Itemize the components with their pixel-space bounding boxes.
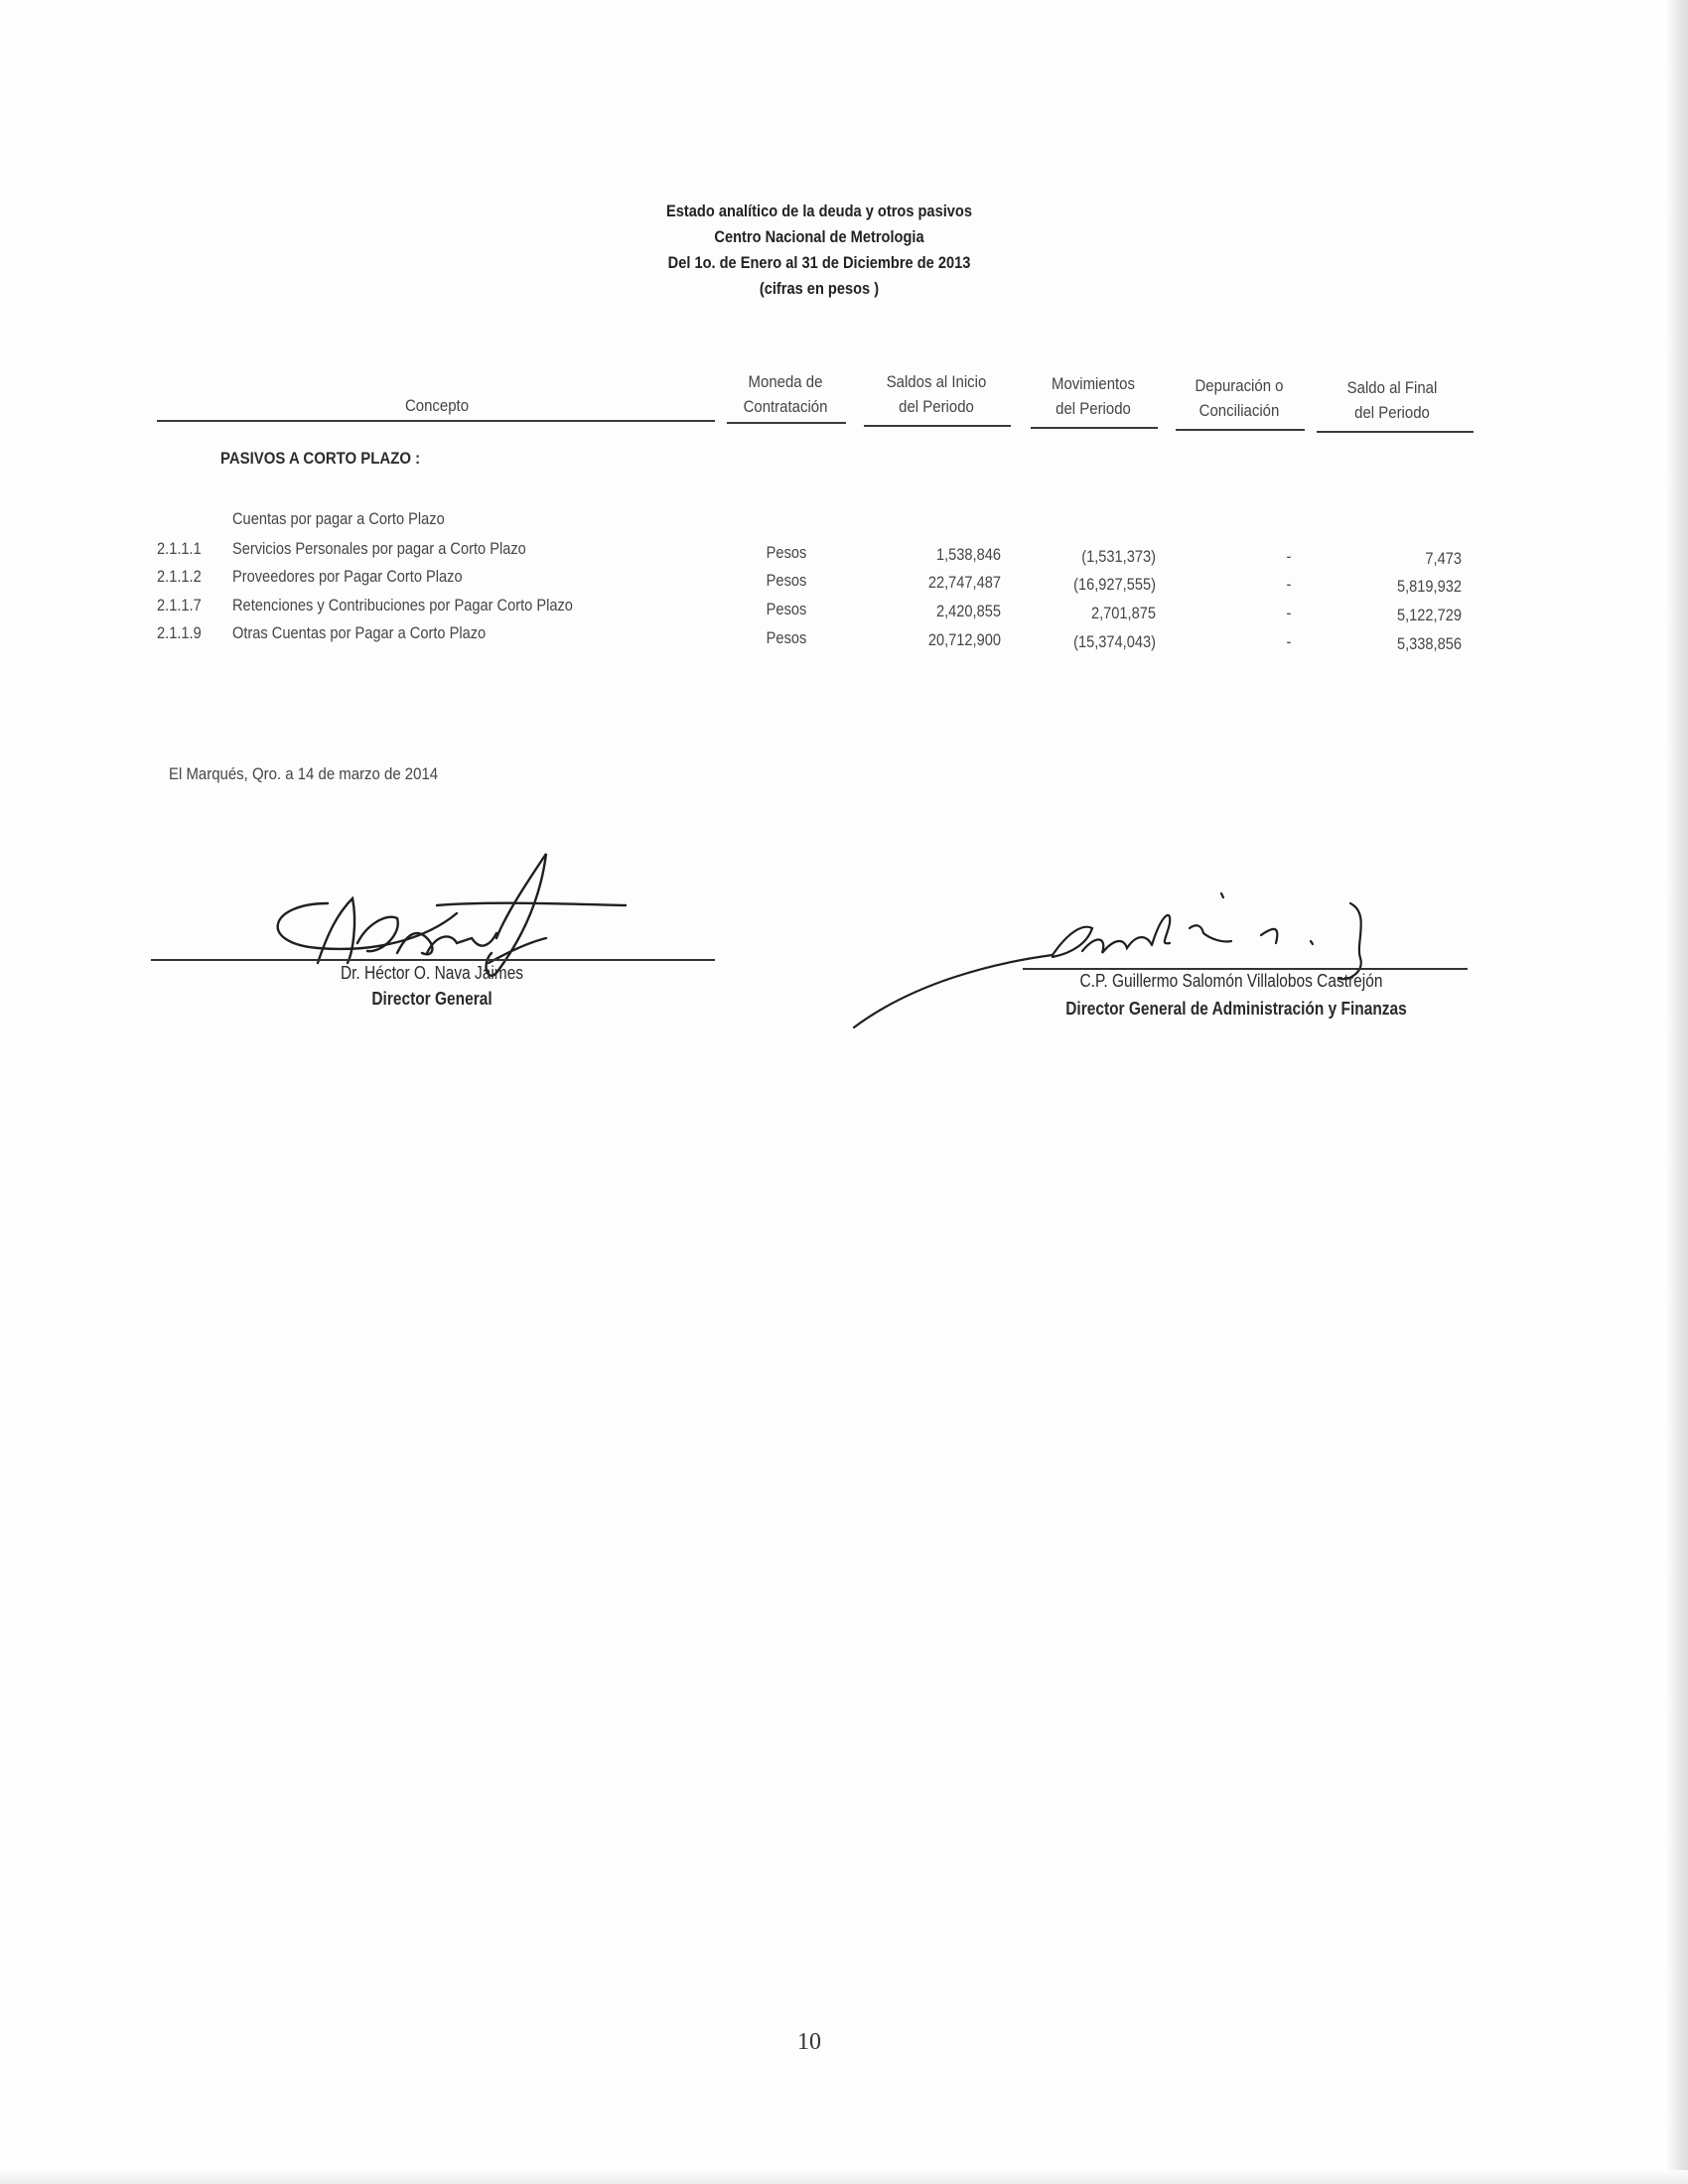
signature-line	[1023, 968, 1468, 970]
adjustment: -	[1286, 547, 1292, 566]
place-date: El Marqués, Qro. a 14 de marzo de 2014	[169, 764, 439, 783]
report-period: Del 1o. de Enero al 31 de Diciembre de 2013	[667, 253, 971, 272]
account-concept: Proveedores por Pagar Corto Plazo	[232, 567, 463, 586]
adjustment: -	[1286, 632, 1292, 651]
currency: Pesos	[766, 628, 807, 647]
initial-balance: 22,747,487	[927, 573, 1001, 592]
account-concept: Servicios Personales por pagar a Corto Plazo	[232, 539, 526, 558]
section-title: PASIVOS A CORTO PLAZO :	[220, 449, 421, 468]
account-code: 2.1.1.9	[157, 623, 202, 642]
scan-edge	[0, 2170, 1688, 2184]
header-rule	[727, 422, 846, 424]
period-movements: (15,374,043)	[1073, 632, 1156, 651]
currency: Pesos	[766, 543, 807, 562]
final-balance: 7,473	[1425, 549, 1462, 568]
adjustment: -	[1286, 575, 1292, 594]
header-rule	[157, 420, 715, 422]
signer-name: Dr. Héctor O. Nava Jaimes	[340, 963, 524, 983]
account-code: 2.1.1.1	[157, 539, 202, 558]
account-concept: Retenciones y Contribuciones por Pagar Corto Plazo	[232, 596, 573, 614]
signer-name: C.P. Guillermo Salomón Villalobos Castrejón	[1079, 971, 1383, 991]
group-label: Cuentas por pagar a Corto Plazo	[232, 509, 445, 528]
header-rule	[864, 425, 1011, 427]
column-header-saldo-final: Saldo al Final del Periodo	[1346, 378, 1438, 422]
adjustment: -	[1286, 604, 1292, 622]
column-header-depuracion: Depuración o Conciliación	[1195, 376, 1284, 420]
document-header	[576, 199, 1062, 302]
final-balance: 5,819,932	[1396, 577, 1462, 596]
document-title: Estado analítico de la deuda y otros pasivos	[666, 202, 972, 220]
header-rule	[1176, 429, 1305, 431]
currency: Pesos	[766, 600, 807, 618]
account-code: 2.1.1.7	[157, 596, 202, 614]
period-movements: 2,701,875	[1090, 604, 1156, 622]
column-header-saldo-inicio: Saldos al Inicio del Periodo	[886, 372, 987, 416]
final-balance: 5,122,729	[1396, 606, 1462, 624]
initial-balance: 2,420,855	[935, 602, 1001, 620]
units-note: (cifras en pesos )	[759, 279, 880, 298]
entity-name: Centro Nacional de Metrologia	[714, 227, 924, 246]
account-code: 2.1.1.2	[157, 567, 202, 586]
header-rule	[1317, 431, 1474, 433]
column-header-movimientos: Movimientos del Periodo	[1052, 374, 1135, 418]
signer-title: Director General	[371, 989, 492, 1009]
scan-edge	[1666, 0, 1688, 2184]
final-balance: 5,338,856	[1396, 634, 1462, 653]
currency: Pesos	[766, 571, 807, 590]
signer-title: Director General de Administración y Finanzas	[1065, 999, 1407, 1019]
signature-line	[151, 959, 715, 961]
initial-balance: 20,712,900	[927, 630, 1001, 649]
period-movements: (16,927,555)	[1073, 575, 1156, 594]
initial-balance: 1,538,846	[935, 545, 1001, 564]
column-header-concepto: Concepto	[404, 396, 470, 415]
column-header-moneda: Moneda de Contratación	[743, 372, 828, 416]
header-rule	[1031, 427, 1158, 429]
page-number: 10	[797, 2029, 821, 2055]
account-concept: Otras Cuentas por Pagar a Corto Plazo	[232, 623, 487, 642]
period-movements: (1,531,373)	[1081, 547, 1156, 566]
